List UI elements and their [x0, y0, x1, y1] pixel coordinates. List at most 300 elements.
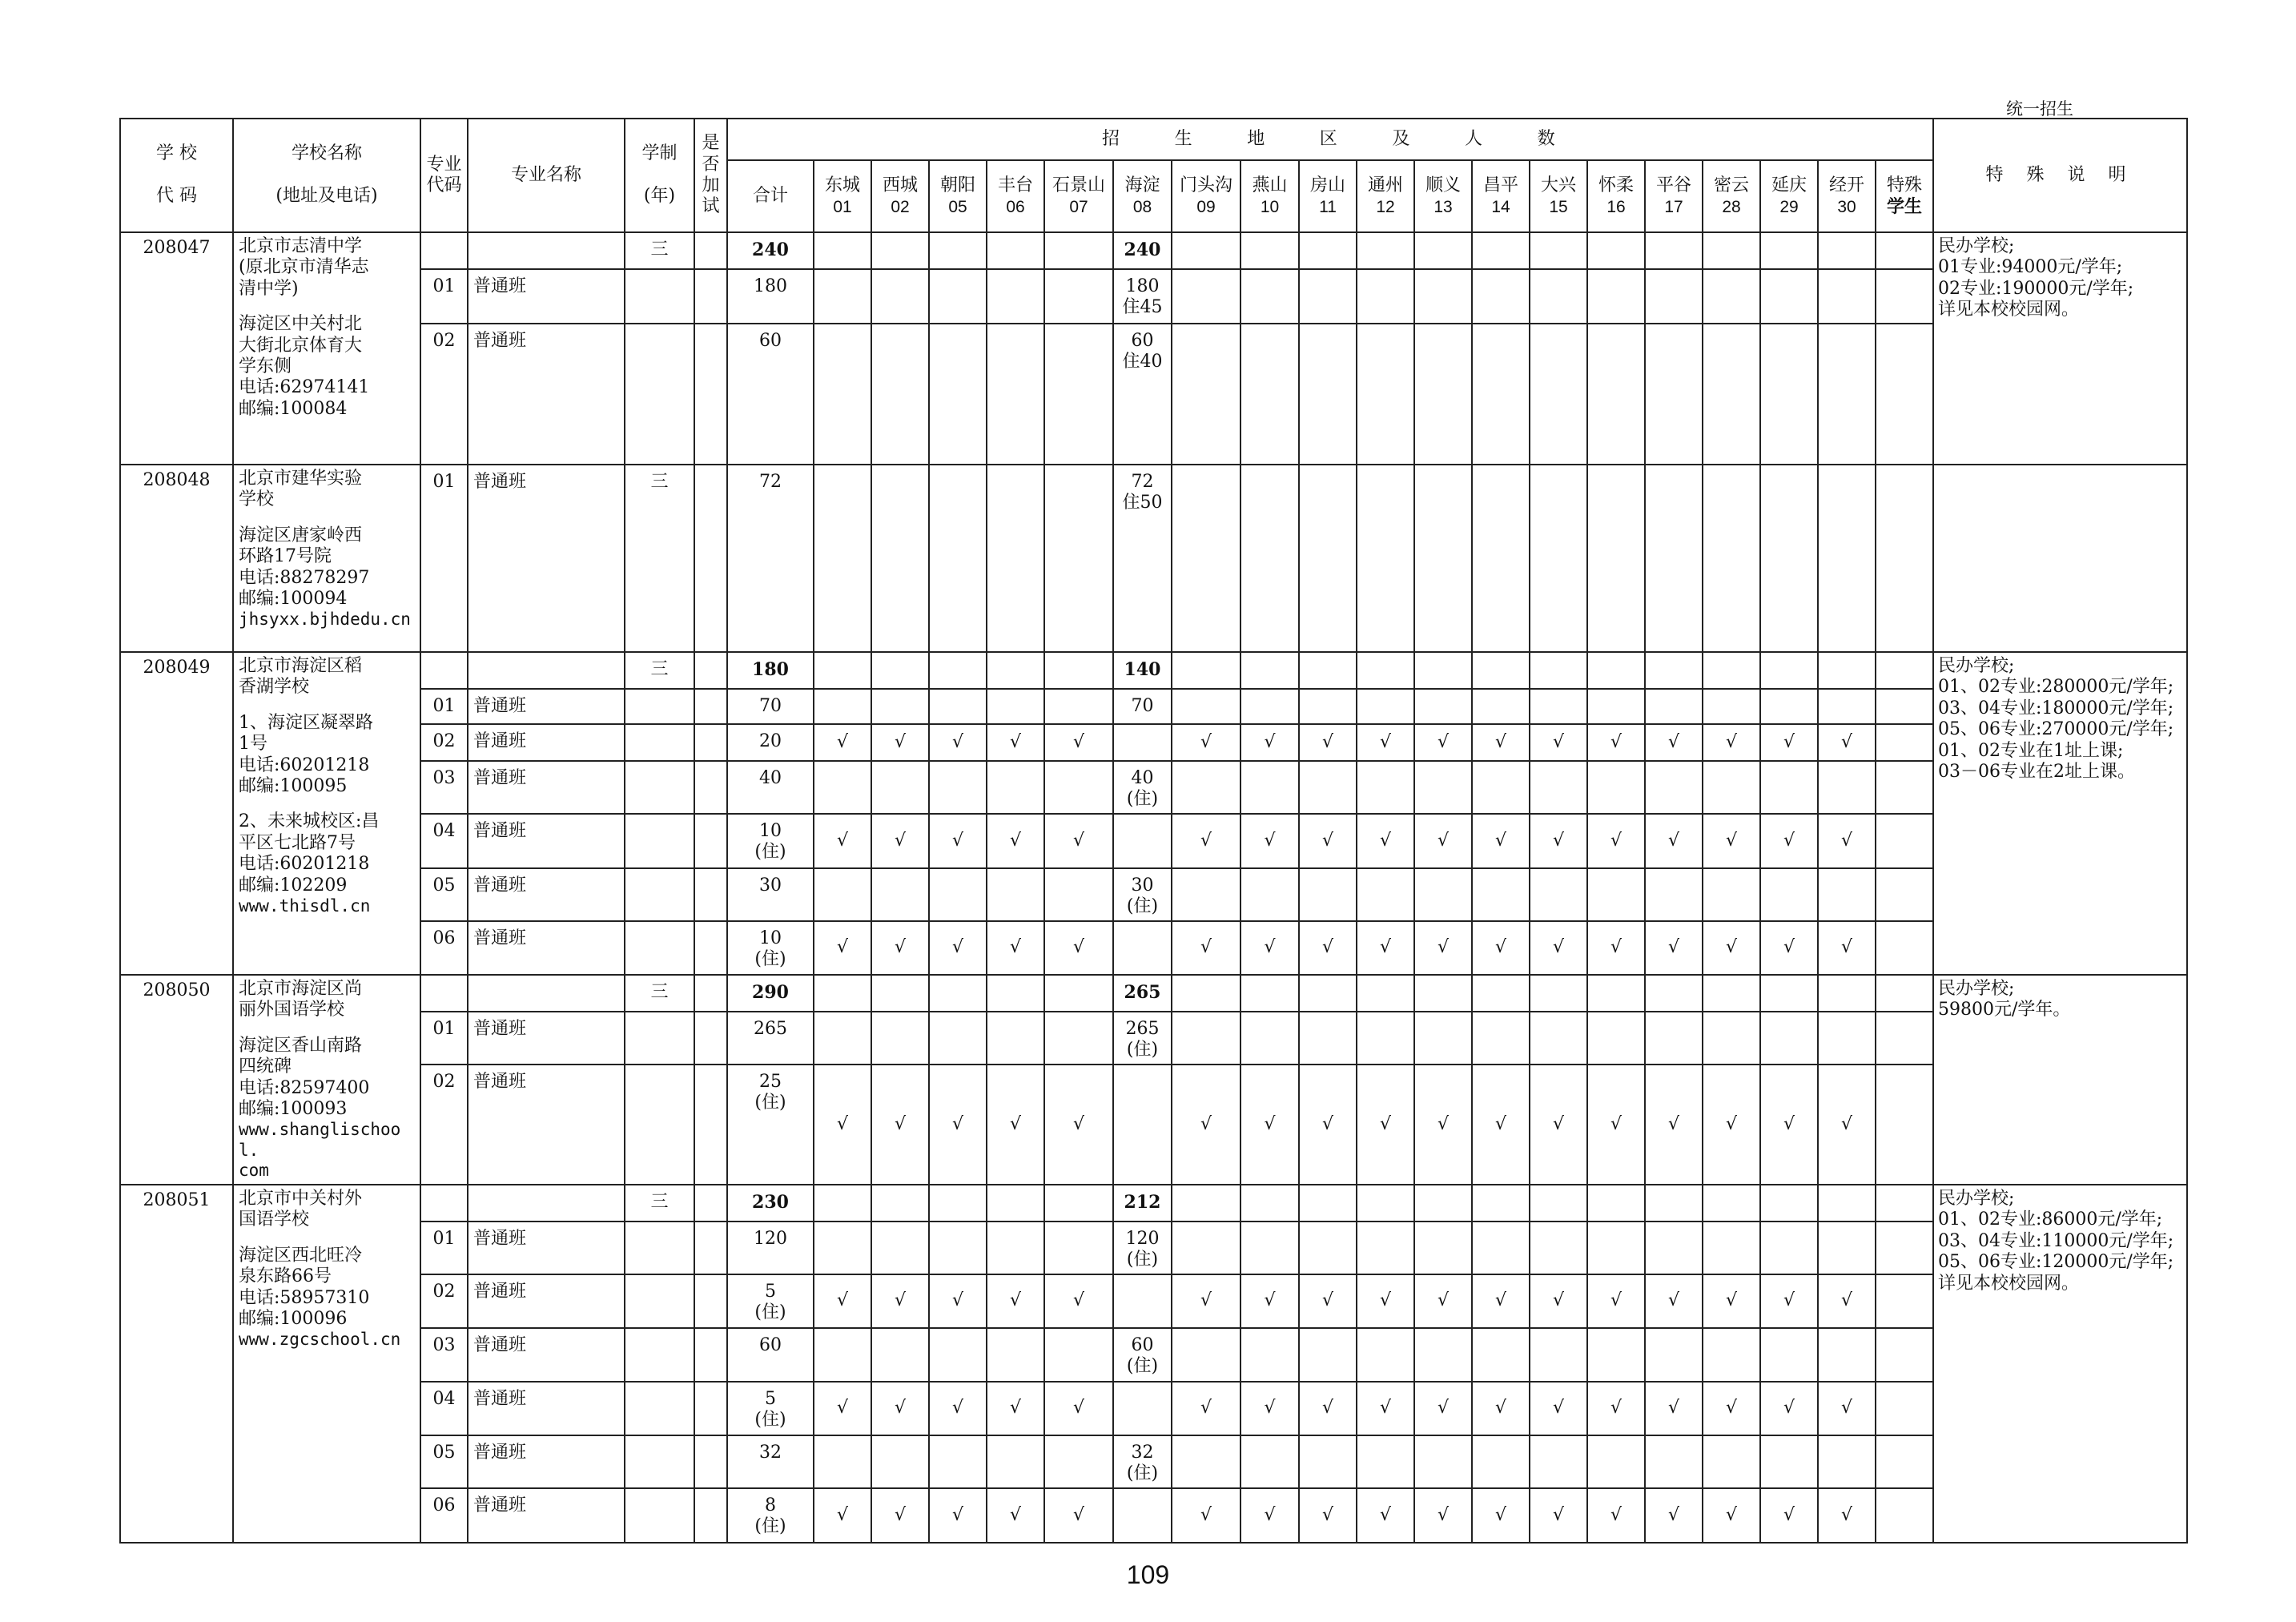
exam-cell: [694, 724, 727, 761]
exam-cell: [694, 1222, 727, 1274]
duration-years: 三: [625, 975, 694, 1012]
duration-years: 三: [625, 465, 694, 652]
total-value: 180: [754, 276, 787, 296]
table-row: [120, 814, 2187, 868]
check-mark: √: [1200, 1398, 1212, 1419]
table-row: [120, 1222, 2187, 1274]
total-value: 70: [759, 696, 782, 716]
header-region: [1414, 160, 1472, 232]
region-name: 西城: [882, 175, 918, 196]
region-cell: [1645, 1328, 1703, 1382]
region-cell: [1587, 1382, 1645, 1435]
region-cell: [871, 761, 929, 814]
region-cell: [1472, 1012, 1530, 1065]
major-name: 普通班: [468, 689, 625, 724]
exam-cell: [694, 1435, 727, 1488]
check-mark: √: [1264, 731, 1276, 752]
special-cell: [1876, 1185, 1933, 1222]
exam-cell: [694, 975, 727, 1012]
haidian-note: (住): [1126, 1356, 1159, 1377]
region-cell: [1240, 814, 1299, 868]
region-cell: [1240, 1382, 1299, 1435]
table-row: [120, 652, 2187, 689]
region-cell: [1172, 1274, 1240, 1328]
header-special-line: 特殊: [1886, 175, 1922, 195]
region-cell: [1172, 1065, 1240, 1185]
region-cell: [1760, 975, 1818, 1012]
region-cell: [1760, 1488, 1818, 1543]
check-mark: √: [1200, 937, 1212, 958]
check-mark: √: [1840, 1290, 1853, 1311]
duration-years: [625, 761, 694, 814]
region-cell: [1818, 814, 1876, 868]
check-mark: √: [1552, 1504, 1565, 1525]
region-cell: [871, 1435, 929, 1488]
region-cell: [1530, 1065, 1587, 1185]
check-mark: √: [1321, 830, 1334, 851]
region-cell: [1044, 324, 1113, 465]
header-region: [1357, 160, 1414, 232]
total-cell: [727, 652, 814, 689]
exam-cell: [694, 921, 727, 975]
school-info-line: 2、未来城校区:昌: [239, 811, 380, 832]
region-cell: [1240, 975, 1299, 1012]
region-cell: [1645, 689, 1703, 724]
region-cell: [1240, 868, 1299, 921]
region-cell: [1818, 921, 1876, 975]
region-cell: [929, 1065, 987, 1185]
header-region: [1299, 160, 1357, 232]
header-region-title: 招 生 地 区 及 人 数: [727, 119, 1933, 160]
header-major-name: 专业名称: [468, 119, 625, 232]
school-info: [233, 1185, 420, 1543]
exam-cell: [694, 689, 727, 724]
major-code: 04: [420, 1382, 468, 1435]
region-cell: [814, 1435, 871, 1488]
haidian-value: 240: [1124, 239, 1161, 260]
school-info-line: 学校: [239, 489, 275, 510]
check-mark: √: [1494, 1504, 1507, 1525]
region-cell: [1044, 1222, 1113, 1274]
region-cell: [1172, 814, 1240, 868]
region-name: 密云: [1713, 175, 1749, 196]
region-cell: [987, 1435, 1044, 1488]
check-mark: √: [1437, 731, 1450, 752]
region-cell: [1703, 324, 1760, 465]
check-mark: √: [1610, 731, 1622, 752]
region-cell: [929, 814, 987, 868]
check-mark: √: [1437, 1398, 1450, 1419]
region-cell: [1760, 465, 1818, 652]
region-cell: [1414, 1328, 1472, 1382]
total-value: 40: [759, 768, 782, 788]
region-cell: [1044, 921, 1113, 975]
region-cell: [1587, 652, 1645, 689]
region-cell: [1760, 724, 1818, 761]
major-name: 普通班: [468, 1382, 625, 1435]
region-name: 朝阳: [939, 175, 975, 196]
check-mark: √: [1667, 830, 1680, 851]
check-mark: √: [836, 1398, 849, 1419]
haidian-cell: [1113, 761, 1172, 814]
special-cell: [1876, 724, 1933, 761]
major-code: [420, 232, 468, 269]
region-cell: [1240, 232, 1299, 269]
region-cell: [1357, 689, 1414, 724]
total-cell: [727, 324, 814, 465]
region-cell: [1645, 975, 1703, 1012]
note-line: 民办学校;: [1938, 236, 2015, 256]
school-info-line: 邮编:100096: [239, 1308, 348, 1329]
special-cell: [1876, 1065, 1933, 1185]
check-mark: √: [836, 830, 849, 851]
haidian-cell: [1113, 921, 1172, 975]
header-region: [814, 160, 871, 232]
region-cell: [1240, 465, 1299, 652]
region-cell: [1357, 1328, 1414, 1382]
region-code: 05: [948, 197, 967, 216]
region-cell: [1703, 724, 1760, 761]
region-cell: [814, 1222, 871, 1274]
total-cell: [727, 868, 814, 921]
region-cell: [871, 724, 929, 761]
note-line: 01专业:94000元/学年;: [1938, 257, 2123, 278]
total-note: (住): [754, 1516, 786, 1537]
region-cell: [987, 689, 1044, 724]
region-cell: [871, 975, 929, 1012]
school-info-line: 电话:82597400: [239, 1077, 370, 1098]
region-cell: [1414, 652, 1472, 689]
check-mark: √: [1783, 1290, 1795, 1311]
school-info-line: 邮编:100093: [239, 1098, 348, 1119]
region-cell: [1587, 1274, 1645, 1328]
region-cell: [1760, 689, 1818, 724]
region-cell: [1044, 1065, 1113, 1185]
school-info-line: 平区七北路7号: [239, 832, 356, 853]
major-code: 01: [420, 269, 468, 324]
region-cell: [1044, 232, 1113, 269]
region-cell: [987, 975, 1044, 1012]
table-row: [120, 232, 2187, 269]
school-info-line: 1、海淀区凝翠路: [239, 712, 373, 733]
school-info-line: 邮编:102209: [239, 875, 348, 896]
region-cell: [1587, 1065, 1645, 1185]
region-code: 28: [1722, 197, 1741, 216]
check-mark: √: [1610, 830, 1622, 851]
special-cell: [1876, 1382, 1933, 1435]
check-mark: √: [1494, 937, 1507, 958]
major-name: 普通班: [468, 1488, 625, 1543]
special-notes: [1933, 652, 2187, 975]
spacer: [239, 1021, 416, 1036]
check-mark: √: [1783, 1504, 1795, 1525]
region-cell: [1587, 1435, 1645, 1488]
region-cell: [1645, 1488, 1703, 1543]
total-value: 5: [765, 1282, 776, 1302]
region-cell: [1472, 868, 1530, 921]
check-mark: √: [1200, 731, 1212, 752]
special-cell: [1876, 1328, 1933, 1382]
region-cell: [987, 1012, 1044, 1065]
check-mark: √: [1840, 1398, 1853, 1419]
duration-years: [625, 814, 694, 868]
major-code: [420, 652, 468, 689]
region-cell: [814, 761, 871, 814]
total-value: 290: [752, 982, 789, 1003]
region-cell: [1299, 1185, 1357, 1222]
total-note: (住): [754, 1410, 786, 1431]
check-mark: √: [1264, 1398, 1276, 1419]
haidian-value: 72: [1131, 472, 1154, 492]
major-name: 普通班: [468, 1328, 625, 1382]
note-line: 01、02专业:280000元/学年;: [1938, 677, 2174, 698]
school-info-line: 海淀区香山南路: [239, 1035, 363, 1056]
haidian-cell: [1113, 232, 1172, 269]
check-mark: √: [1072, 1504, 1085, 1525]
school-info-line: 四统碑: [239, 1057, 292, 1077]
total-note: (住): [754, 949, 786, 970]
region-cell: [987, 1328, 1044, 1382]
region-cell: [1240, 324, 1299, 465]
special-cell: [1876, 232, 1933, 269]
check-mark: √: [1264, 1504, 1276, 1525]
region-cell: [1818, 324, 1876, 465]
region-cell: [929, 1185, 987, 1222]
region-cell: [871, 1065, 929, 1185]
major-code: 06: [420, 921, 468, 975]
total-cell: [727, 1065, 814, 1185]
haidian-note: 住40: [1122, 352, 1163, 372]
check-mark: √: [1437, 1290, 1450, 1311]
check-mark: √: [1072, 1290, 1085, 1311]
check-mark: √: [1552, 1113, 1565, 1134]
region-cell: [1357, 232, 1414, 269]
region-cell: [814, 1382, 871, 1435]
region-name: 经开: [1828, 175, 1864, 196]
haidian-cell: [1113, 1435, 1172, 1488]
region-cell: [1299, 1012, 1357, 1065]
special-cell: [1876, 1274, 1933, 1328]
region-cell: [1645, 232, 1703, 269]
region-cell: [1645, 761, 1703, 814]
region-cell: [1760, 1222, 1818, 1274]
major-code: 01: [420, 1012, 468, 1065]
region-cell: [1414, 814, 1472, 868]
total-value: 8: [765, 1495, 776, 1515]
check-mark: √: [1552, 937, 1565, 958]
region-cell: [1240, 269, 1299, 324]
region-cell: [1472, 1435, 1530, 1488]
region-cell: [1414, 975, 1472, 1012]
region-name: 石景山: [1051, 175, 1105, 196]
region-cell: [987, 1382, 1044, 1435]
major-code: 05: [420, 1435, 468, 1488]
region-cell: [1760, 232, 1818, 269]
note-line: 详见本校校园网。: [1938, 1273, 2080, 1294]
special-cell: [1876, 921, 1933, 975]
duration-years: [625, 689, 694, 724]
region-cell: [814, 232, 871, 269]
header-row-1: [120, 119, 2187, 160]
check-mark: √: [1667, 1290, 1680, 1311]
region-cell: [1172, 689, 1240, 724]
region-cell: [1703, 975, 1760, 1012]
region-cell: [1587, 975, 1645, 1012]
region-cell: [987, 814, 1044, 868]
region-code: 17: [1664, 197, 1683, 216]
check-mark: √: [1725, 937, 1738, 958]
exam-cell: [694, 269, 727, 324]
region-cell: [1703, 232, 1760, 269]
check-mark: √: [1667, 1504, 1680, 1525]
region-cell: [1818, 269, 1876, 324]
check-mark: √: [836, 1504, 849, 1525]
region-cell: [1172, 1382, 1240, 1435]
check-mark: √: [1379, 937, 1392, 958]
region-code: 14: [1491, 197, 1510, 216]
region-cell: [871, 324, 929, 465]
total-note: (住): [754, 1302, 786, 1323]
top-note: 统一招生: [2006, 99, 2073, 119]
check-mark: √: [1200, 830, 1212, 851]
check-mark: √: [1379, 1504, 1392, 1525]
total-cell: [727, 761, 814, 814]
haidian-cell: [1113, 1274, 1172, 1328]
region-cell: [1818, 232, 1876, 269]
region-name: 燕山: [1252, 175, 1288, 196]
total-value: 60: [759, 331, 782, 351]
major-code: [420, 1185, 468, 1222]
note-line: 03、04专业:180000元/学年;: [1938, 698, 2174, 718]
spacer: [239, 511, 416, 525]
check-mark: √: [1725, 1504, 1738, 1525]
school-info-line: (原北京市清华志: [239, 257, 369, 278]
region-cell: [1472, 1274, 1530, 1328]
check-mark: √: [1321, 1113, 1334, 1134]
table-row: [120, 465, 2187, 652]
check-mark: √: [836, 1113, 849, 1134]
region-name: 昌平: [1482, 175, 1518, 196]
region-code: 01: [833, 197, 852, 216]
haidian-note: (住): [1126, 1250, 1159, 1270]
special-cell: [1876, 269, 1933, 324]
region-cell: [1044, 465, 1113, 652]
school-name: 北京市中关村外: [239, 1189, 363, 1209]
region-cell: [929, 269, 987, 324]
major-code: 02: [420, 1065, 468, 1185]
region-cell: [987, 1488, 1044, 1543]
region-cell: [1299, 868, 1357, 921]
header-region: [1645, 160, 1703, 232]
check-mark: √: [1494, 1290, 1507, 1311]
region-cell: [1414, 1274, 1472, 1328]
haidian-cell: [1113, 269, 1172, 324]
total-value: 180: [752, 659, 789, 680]
region-cell: [871, 1185, 929, 1222]
region-cell: [1414, 232, 1472, 269]
note-line: 详见本校校园网。: [1938, 300, 2080, 320]
check-mark: √: [1264, 1290, 1276, 1311]
region-cell: [1299, 465, 1357, 652]
check-mark: √: [1725, 1398, 1738, 1419]
check-mark: √: [894, 830, 907, 851]
table-row: [120, 689, 2187, 724]
special-cell: [1876, 689, 1933, 724]
region-cell: [929, 1328, 987, 1382]
region-cell: [871, 1328, 929, 1382]
region-cell: [1587, 761, 1645, 814]
region-cell: [1172, 724, 1240, 761]
header-school-code: [120, 119, 233, 232]
note-line: 02专业:190000元/学年;: [1938, 278, 2134, 299]
region-code: 30: [1837, 197, 1856, 216]
region-cell: [1818, 975, 1876, 1012]
region-cell: [1472, 324, 1530, 465]
region-cell: [1760, 1328, 1818, 1382]
major-code: 04: [420, 814, 468, 868]
spacer: [239, 797, 416, 811]
check-mark: √: [1437, 830, 1450, 851]
total-cell: [727, 1012, 814, 1065]
region-cell: [814, 1488, 871, 1543]
total-cell: [727, 724, 814, 761]
region-cell: [1044, 1382, 1113, 1435]
region-code: 07: [1069, 197, 1088, 216]
region-cell: [1472, 814, 1530, 868]
region-cell: [1357, 724, 1414, 761]
haidian-cell: [1113, 1185, 1172, 1222]
region-cell: [1530, 1328, 1587, 1382]
check-mark: √: [894, 731, 907, 752]
school-name: 北京市海淀区尚: [239, 979, 363, 999]
check-mark: √: [1494, 830, 1507, 851]
region-cell: [1240, 724, 1299, 761]
region-cell: [1818, 465, 1876, 652]
region-cell: [987, 269, 1044, 324]
check-mark: √: [1264, 830, 1276, 851]
region-name: 东城: [824, 175, 860, 196]
region-cell: [1703, 1185, 1760, 1222]
haidian-note: (住): [1126, 1463, 1159, 1484]
check-mark: √: [951, 830, 964, 851]
region-cell: [814, 921, 871, 975]
check-mark: √: [1321, 1504, 1334, 1525]
check-mark: √: [951, 1113, 964, 1134]
region-cell: [1818, 689, 1876, 724]
region-cell: [1044, 868, 1113, 921]
region-cell: [1472, 1222, 1530, 1274]
total-value: 10: [759, 928, 782, 948]
region-cell: [929, 652, 987, 689]
region-cell: [1530, 689, 1587, 724]
region-name: 房山: [1309, 175, 1345, 196]
haidian-cell: [1113, 1065, 1172, 1185]
school-info-line: 邮编:100094: [239, 588, 348, 609]
check-mark: √: [836, 1290, 849, 1311]
region-cell: [1357, 1435, 1414, 1488]
check-mark: √: [1437, 937, 1450, 958]
region-cell: [1414, 1012, 1472, 1065]
total-value: 72: [759, 472, 782, 492]
page-number: 109: [1126, 1560, 1170, 1589]
region-cell: [1240, 1488, 1299, 1543]
note-line: 03－06专业在2址上课。: [1938, 761, 2135, 782]
region-cell: [1530, 1185, 1587, 1222]
region-cell: [987, 1065, 1044, 1185]
check-mark: √: [1494, 1398, 1507, 1419]
region-cell: [1472, 465, 1530, 652]
region-cell: [1240, 921, 1299, 975]
